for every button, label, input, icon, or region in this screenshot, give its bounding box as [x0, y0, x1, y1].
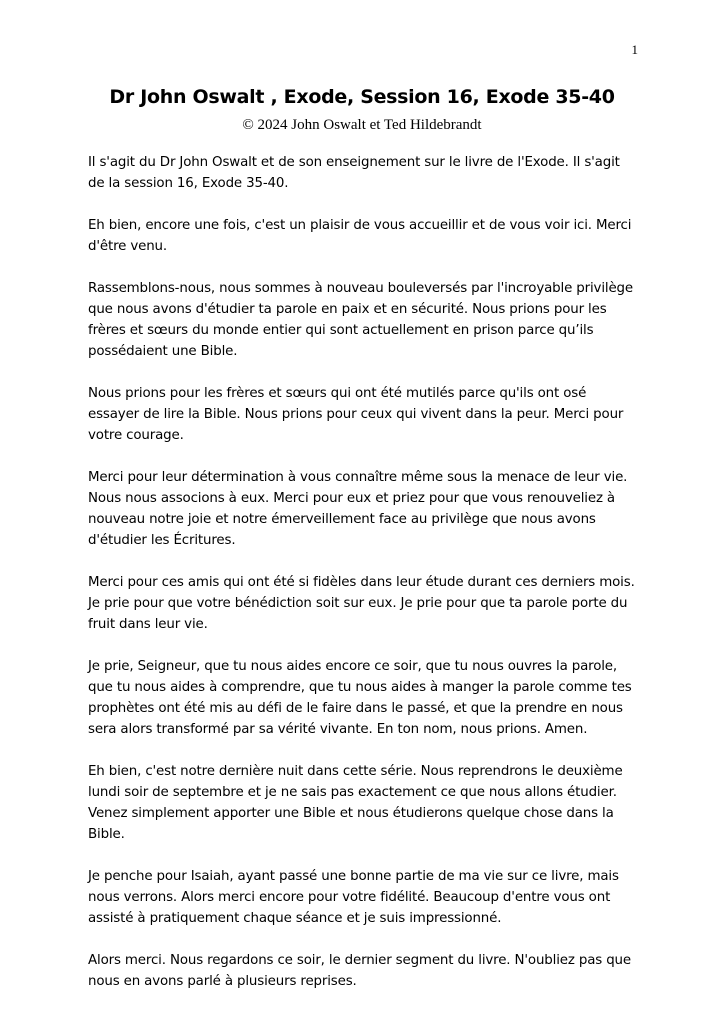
- paragraph: Eh bien, encore une fois, c'est un plaisir de vous accueillir et de vous voir ici. Merci d'être venu.: [88, 218, 632, 254]
- paragraph: Je penche pour Isaiah, ayant passé une bonne partie de ma vie sur ce livre, mais nous verrons. Alors merci encore pour votre fidélité. Beaucoup d'entre vous ont assisté à pratiquement chaque séance et je suis impressionné.: [88, 869, 619, 926]
- page-number: 1: [631, 42, 638, 57]
- paragraph: Nous prions pour les frères et sœurs qui ont été mutilés parce qu'ils ont osé essayer de lire la Bible. Nous prions pour ceux qui vivent dans la peur. Merci pour votre courage.: [88, 386, 624, 443]
- paragraph: Merci pour ces amis qui ont été si fidèles dans leur étude durant ces derniers mois. Je prie pour que votre bénédiction soit sur eux. Je prie pour que ta parole porte du fruit dans leur vie.: [88, 575, 635, 632]
- paragraph: Il s'agit du Dr John Oswalt et de son enseignement sur le livre de l'Exode. Il s'agit de la session 16, Exode 35-40.: [88, 155, 620, 191]
- paragraph: Rassemblons-nous, nous sommes à nouveau bouleversés par l'incroyable privilège que nous avons d'étudier ta parole en paix et en sécurité. Nous prions pour les frères et sœurs du monde entier qui sont actuellement en prison parce qu’ils possédaient une Bible.: [88, 281, 633, 359]
- paragraph: Eh bien, c'est notre dernière nuit dans cette série. Nous reprendrons le deuxième lundi soir de septembre et je ne sais pas exactement ce que nous allons étudier. Venez simplement apporter une Bible et nous étudierons quelque chose dans la Bible.: [88, 764, 623, 842]
- document-title: Dr John Oswalt , Exode, Session 16, Exode 35-40: [109, 86, 615, 108]
- paragraph: Alors merci. Nous regardons ce soir, le dernier segment du livre. N'oubliez pas que nous en avons parlé à plusieurs reprises.: [88, 953, 631, 989]
- paragraph: Merci pour leur détermination à vous connaître même sous la menace de leur vie. Nous nous associons à eux. Merci pour eux et priez pour que vous renouveliez à nouveau notre joie et notre émerveillement face au privilège que nous avons d'étudier les Écritures.: [88, 470, 628, 548]
- paragraph: Je prie, Seigneur, que tu nous aides encore ce soir, que tu nous ouvres la parole, que tu nous aides à comprendre, que tu nous aides à manger la parole comme tes prophètes ont été mis au défi de le faire dans le passé, et que la prendre en nous sera alors transformé par sa vérité vivante. En ton nom, nous prions. Amen.: [88, 659, 632, 737]
- document-body: [88, 152, 640, 1013]
- copyright-line: © 2024 John Oswalt et Ted Hildebrandt: [242, 117, 482, 133]
